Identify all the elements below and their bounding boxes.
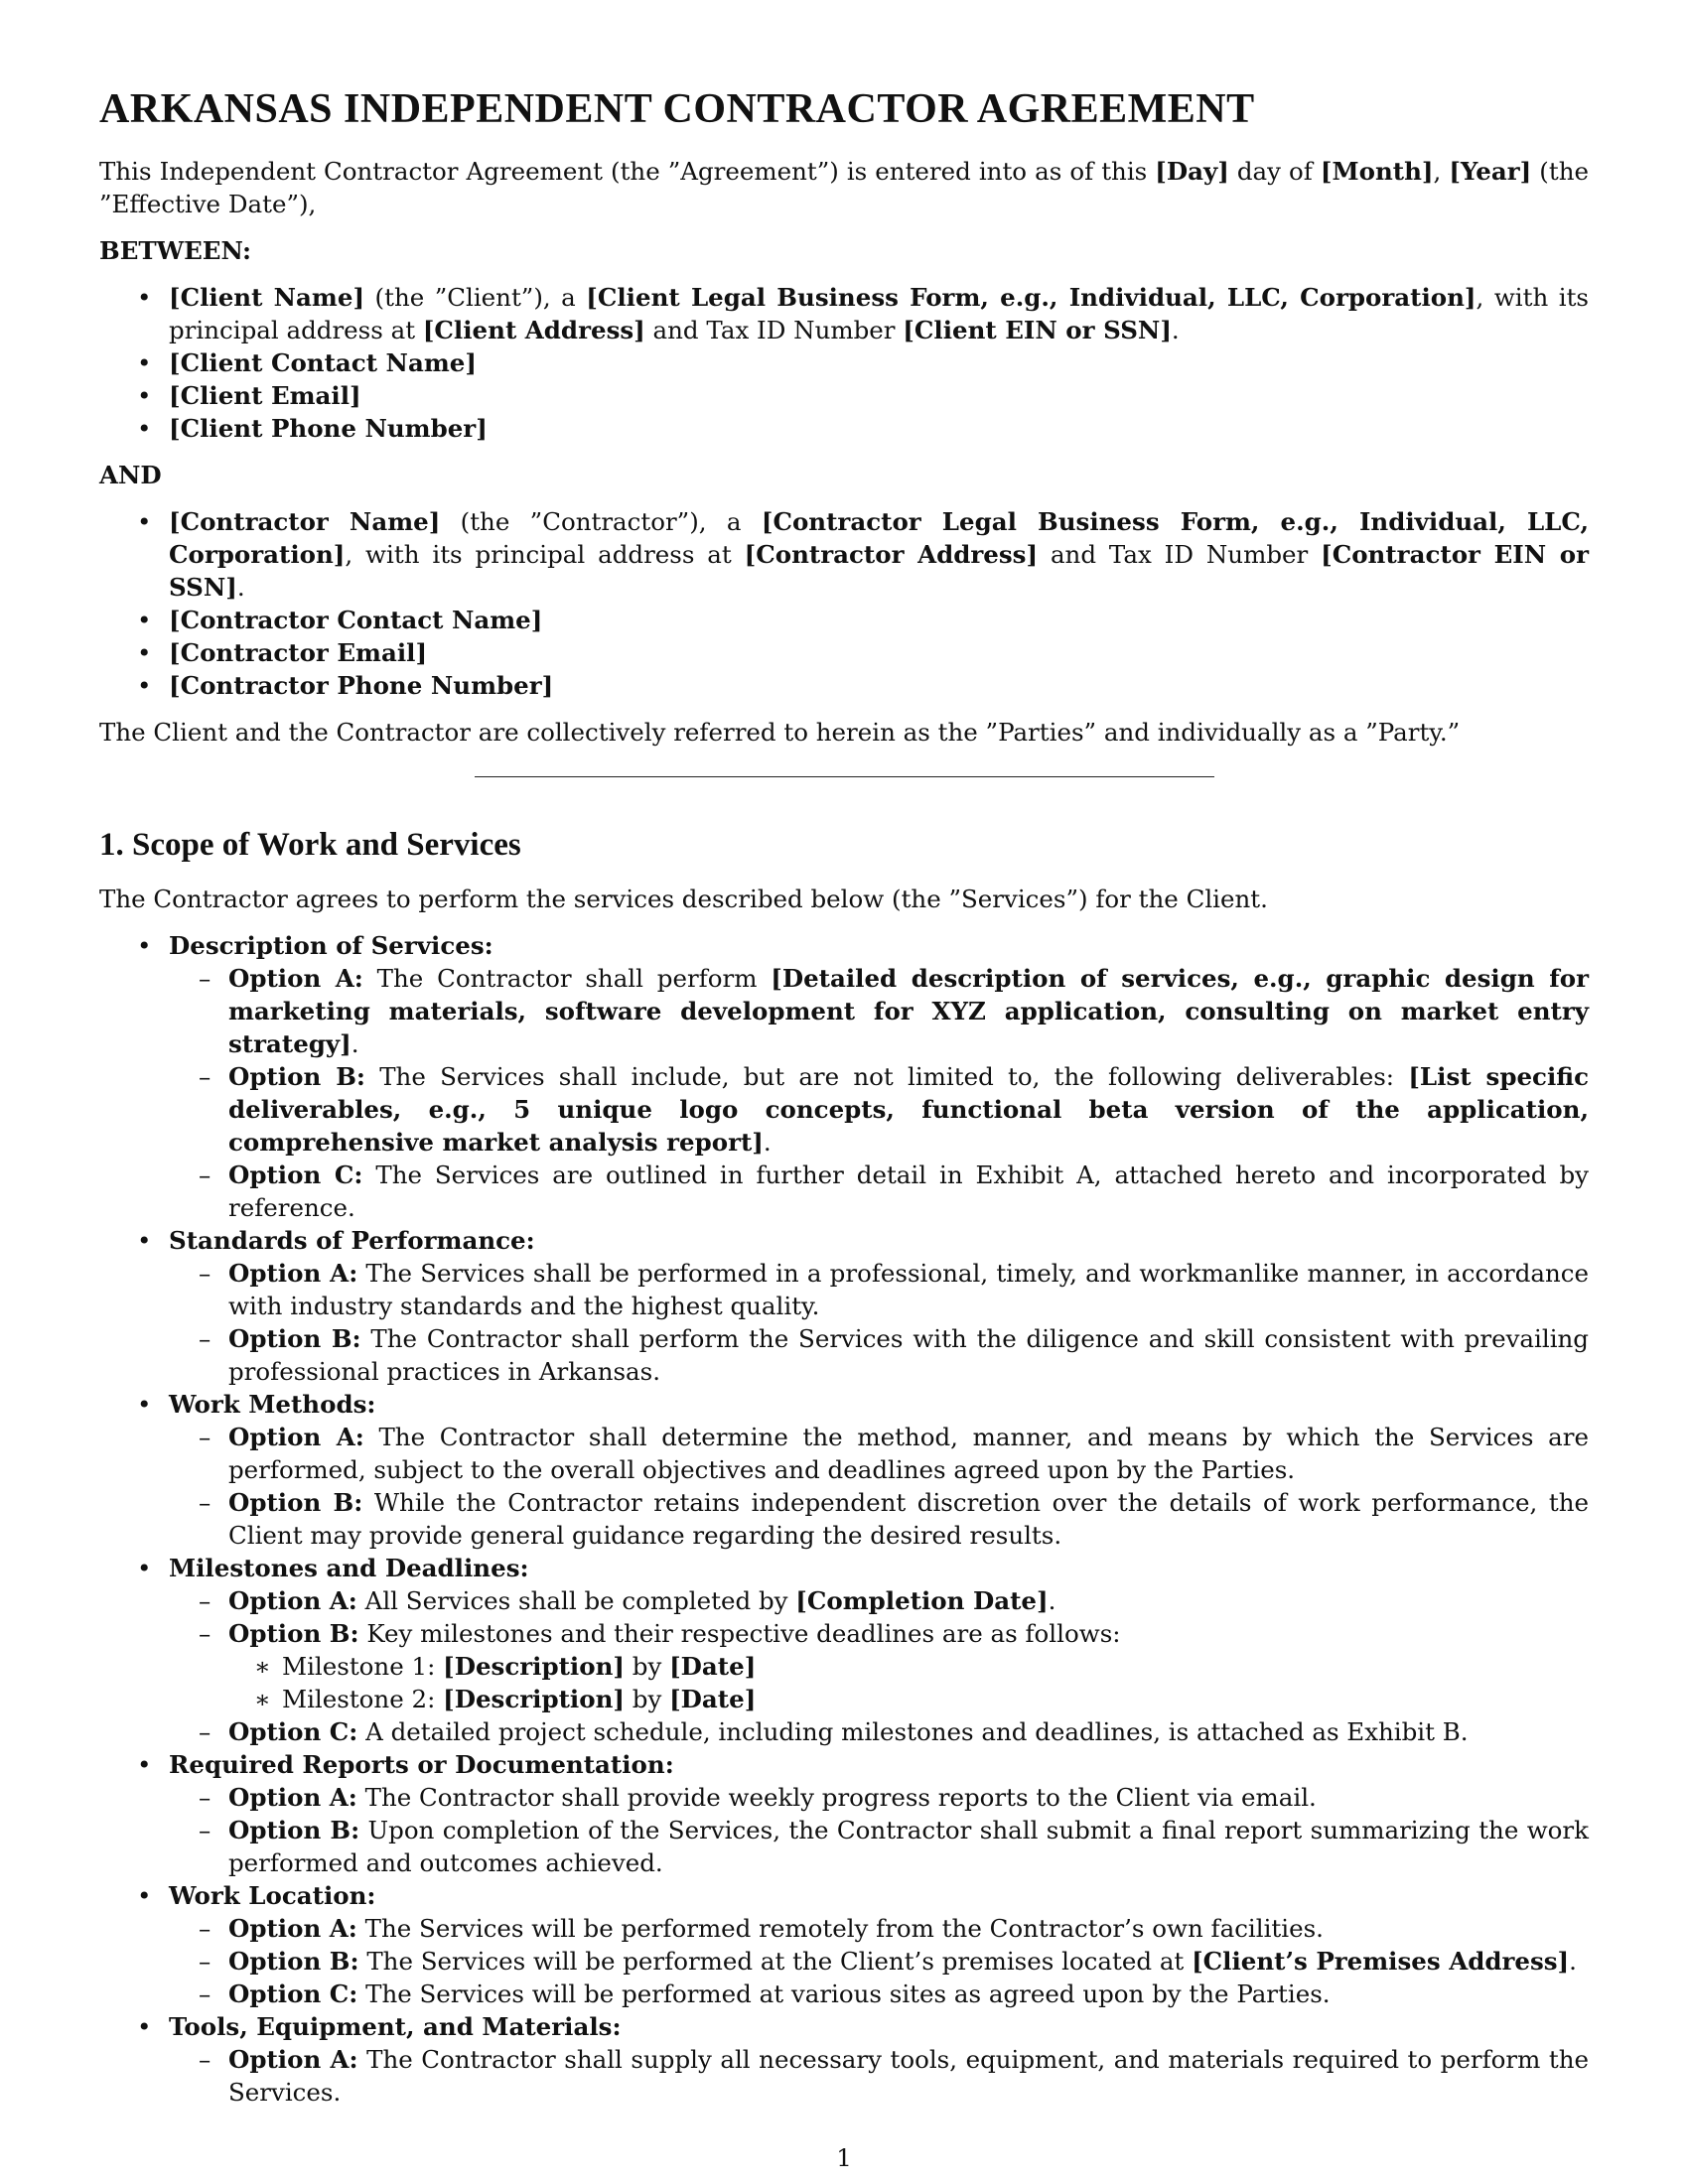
contractor-phone-placeholder: [Contractor Phone Number]: [169, 671, 554, 700]
option-label: Option A:: [228, 1914, 357, 1943]
option-list: [169, 1781, 1589, 1879]
contractor-text: and Tax ID Number: [1038, 540, 1322, 569]
client-contact: [99, 346, 1589, 379]
client-list: [99, 281, 1589, 445]
client-text: (the ”Client”), a: [364, 283, 587, 312]
date-placeholder: [Date]: [669, 1685, 757, 1713]
option-item: [169, 1257, 1589, 1322]
premises-address-placeholder: [Client’s Premises Address]: [1192, 1947, 1570, 1976]
contractor-phone: [99, 669, 1589, 702]
option-text: .: [351, 1029, 359, 1058]
client-phone: [99, 412, 1589, 445]
option-text: The Contractor shall perform the Services with the diligence and skill consistent with prevailing professional practices in Arkansas.: [228, 1324, 1589, 1386]
option-text: Key milestones and their respective deadlines are as follows:: [358, 1619, 1121, 1648]
option-item: [169, 1978, 1589, 2010]
contractor-name-placeholder: [Contractor Name]: [169, 507, 441, 536]
option-text: The Contractor shall provide weekly progress reports to the Client via email.: [356, 1783, 1317, 1812]
item-label: Description of Services:: [169, 931, 493, 960]
milestone-text: by: [624, 1685, 670, 1713]
milestone-item: [228, 1650, 1589, 1683]
option-text: .: [1569, 1947, 1577, 1976]
milestone-text: Milestone 1:: [282, 1652, 444, 1681]
option-item: [169, 1421, 1589, 1486]
item-label: Work Methods:: [169, 1390, 376, 1419]
option-text: The Services will be performed remotely from the Contractor’s own facilities.: [356, 1914, 1324, 1943]
intro-paragraph: [99, 155, 1589, 220]
client-text: and Tax ID Number: [644, 316, 904, 344]
intro-text: This Independent Contractor Agreement (the ”Agreement”) is entered into as of this: [99, 157, 1156, 186]
option-text: A detailed project schedule, including milestones and deadlines, is attached as Exhibit B.: [357, 1717, 1469, 1746]
contractor-list: [99, 505, 1589, 702]
section-heading: 1. Scope of Work and Services: [99, 827, 521, 863]
date-placeholder: [Date]: [669, 1652, 757, 1681]
item-label: Tools, Equipment, and Materials:: [169, 2012, 622, 2041]
client-email-placeholder: [Client Email]: [169, 381, 361, 410]
milestone-text: Milestone 2:: [282, 1685, 444, 1713]
intro-text: ,: [1433, 157, 1450, 186]
intro-text: (the ”Effective Date”),: [99, 157, 1589, 218]
option-item: [169, 1781, 1589, 1814]
item-label: Milestones and Deadlines:: [169, 1554, 529, 1582]
option-item: [169, 2043, 1589, 2109]
option-item: [169, 1159, 1589, 1224]
option-text: The Contractor shall determine the method, manner, and means by which the Services are performed, subject to the overall objectives and deadlines agreed upon by the Parties.: [228, 1423, 1589, 1484]
option-label: Option B:: [228, 1619, 359, 1648]
option-text: While the Contractor retains independent discretion over the details of work performance, the Client may provide general guidance regarding the desired results.: [228, 1488, 1589, 1550]
scope-item-description: [99, 929, 1589, 1224]
month-placeholder: [Month]: [1320, 157, 1434, 186]
option-label: Option B:: [228, 1488, 363, 1517]
option-list: [169, 1257, 1589, 1388]
option-label: Option A:: [228, 1586, 357, 1615]
option-label: Option C:: [228, 1717, 358, 1746]
services-placeholder: [Detailed description of services, e.g., graphic design for marketing materials, software development for XYZ application, consulting on market entry strategy]: [228, 964, 1590, 1058]
option-list: [169, 1912, 1589, 2010]
option-text: The Services will be performed at the Client’s premises located at: [358, 1947, 1193, 1976]
description-placeholder: [Description]: [443, 1652, 625, 1681]
option-label: Option A:: [228, 2045, 358, 2074]
client-contact-placeholder: [Client Contact Name]: [169, 348, 477, 377]
option-item: [169, 1322, 1589, 1388]
contractor-contact: [99, 604, 1589, 636]
option-item: [169, 1617, 1589, 1715]
option-item: [169, 1912, 1589, 1945]
option-text: .: [1048, 1586, 1056, 1615]
contractor-details: [99, 505, 1589, 604]
option-list: [169, 962, 1589, 1224]
deliverables-placeholder: [List specific deliverables, e.g., 5 unique logo concepts, functional beta version of the application, comprehensive market analysis report]: [228, 1062, 1589, 1157]
client-name-placeholder: [Client Name]: [169, 283, 365, 312]
option-item: [169, 962, 1589, 1060]
option-item: [169, 1814, 1589, 1879]
option-label: Option B:: [228, 1947, 359, 1976]
option-item: [169, 1060, 1589, 1159]
contractor-address-placeholder: [Contractor Address]: [744, 540, 1039, 569]
contractor-text: , with its principal address at: [345, 540, 745, 569]
option-list: [169, 1421, 1589, 1552]
item-label: Standards of Performance:: [169, 1226, 535, 1255]
item-label: Work Location:: [169, 1881, 376, 1910]
scope-item-tools: [99, 2010, 1589, 2109]
option-text: The Services shall include, but are not limited to, the following deliverables:: [364, 1062, 1409, 1091]
document-title: ARKANSAS INDEPENDENT CONTRACTOR AGREEMENT: [99, 86, 1255, 132]
milestone-text: by: [624, 1652, 670, 1681]
contractor-email-placeholder: [Contractor Email]: [169, 638, 428, 667]
between-label: BETWEEN:: [99, 236, 252, 265]
client-phone-placeholder: [Client Phone Number]: [169, 414, 488, 443]
scope-item-methods: [99, 1388, 1589, 1552]
option-text: The Services shall be performed in a professional, timely, and workmanlike manner, in accordance with industry standards and the highest quality.: [228, 1259, 1589, 1320]
option-label: Option A:: [228, 1783, 357, 1812]
completion-date-placeholder: [Completion Date]: [795, 1586, 1049, 1615]
client-text: .: [1171, 316, 1180, 344]
scope-item-milestones: [99, 1552, 1589, 1748]
client-text: , with its principal address at: [169, 283, 1590, 344]
option-item: [169, 1584, 1589, 1617]
intro-text: day of: [1228, 157, 1321, 186]
client-details: [99, 281, 1589, 346]
description-placeholder: [Description]: [443, 1685, 625, 1713]
contractor-form-placeholder: [Contractor Legal Business Form, e.g., Individual, LLC, Corporation]: [169, 507, 1589, 569]
option-label: Option A:: [228, 1259, 358, 1288]
option-item: [169, 1945, 1589, 1978]
option-text: The Contractor shall supply all necessary tools, equipment, and materials required to perform the Services.: [228, 2045, 1589, 2107]
option-text: All Services shall be completed by: [356, 1586, 796, 1615]
year-placeholder: [Year]: [1449, 157, 1532, 186]
milestone-item: [228, 1683, 1589, 1715]
item-label: Required Reports or Documentation:: [169, 1750, 674, 1779]
option-item: [169, 1486, 1589, 1552]
contractor-text: (the ”Contractor”), a: [440, 507, 762, 536]
client-form-placeholder: [Client Legal Business Form, e.g., Individual, LLC, Corporation]: [586, 283, 1477, 312]
option-list: [169, 2043, 1589, 2109]
parties-paragraph: The Client and the Contractor are collectively referred to herein as the ”Parties” and individually as a ”Party.”: [99, 718, 1461, 747]
contractor-ein-placeholder: [Contractor EIN or SSN]: [169, 540, 1589, 602]
option-label: Option A:: [228, 964, 363, 993]
scope-item-standards: [99, 1224, 1589, 1388]
contractor-email: [99, 636, 1589, 669]
section-intro: The Contractor agrees to perform the services described below (the ”Services”) for the Client.: [99, 885, 1268, 913]
option-text: The Services will be performed at various sites as agreed upon by the Parties.: [357, 1979, 1331, 2008]
day-placeholder: [Day]: [1155, 157, 1229, 186]
option-label: Option A:: [228, 1423, 364, 1451]
milestone-list: [228, 1650, 1589, 1715]
option-text: Upon completion of the Services, the Contractor shall submit a final report summarizing the work performed and outcomes achieved.: [228, 1816, 1589, 1877]
option-list: [169, 1584, 1589, 1748]
option-label: Option C:: [228, 1979, 358, 2008]
client-email: [99, 379, 1589, 412]
scope-item-location: [99, 1879, 1589, 2010]
client-address-placeholder: [Client Address]: [422, 316, 645, 344]
and-label: AND: [99, 461, 162, 489]
page-number: 1: [836, 2143, 852, 2172]
contractor-text: .: [236, 573, 245, 602]
scope-item-reports: [99, 1748, 1589, 1879]
option-label: Option C:: [228, 1160, 363, 1189]
contractor-contact-placeholder: [Contractor Contact Name]: [169, 606, 543, 634]
option-item: [169, 1715, 1589, 1748]
option-label: Option B:: [228, 1324, 361, 1353]
scope-list: [99, 929, 1589, 2109]
option-text: The Contractor shall perform: [362, 964, 772, 993]
section-divider: [475, 776, 1214, 777]
option-text: .: [763, 1128, 772, 1157]
option-text: The Services are outlined in further detail in Exhibit A, attached hereto and incorporated by reference.: [228, 1160, 1589, 1222]
option-label: Option B:: [228, 1816, 360, 1844]
client-ein-placeholder: [Client EIN or SSN]: [903, 316, 1172, 344]
option-label: Option B:: [228, 1062, 365, 1091]
